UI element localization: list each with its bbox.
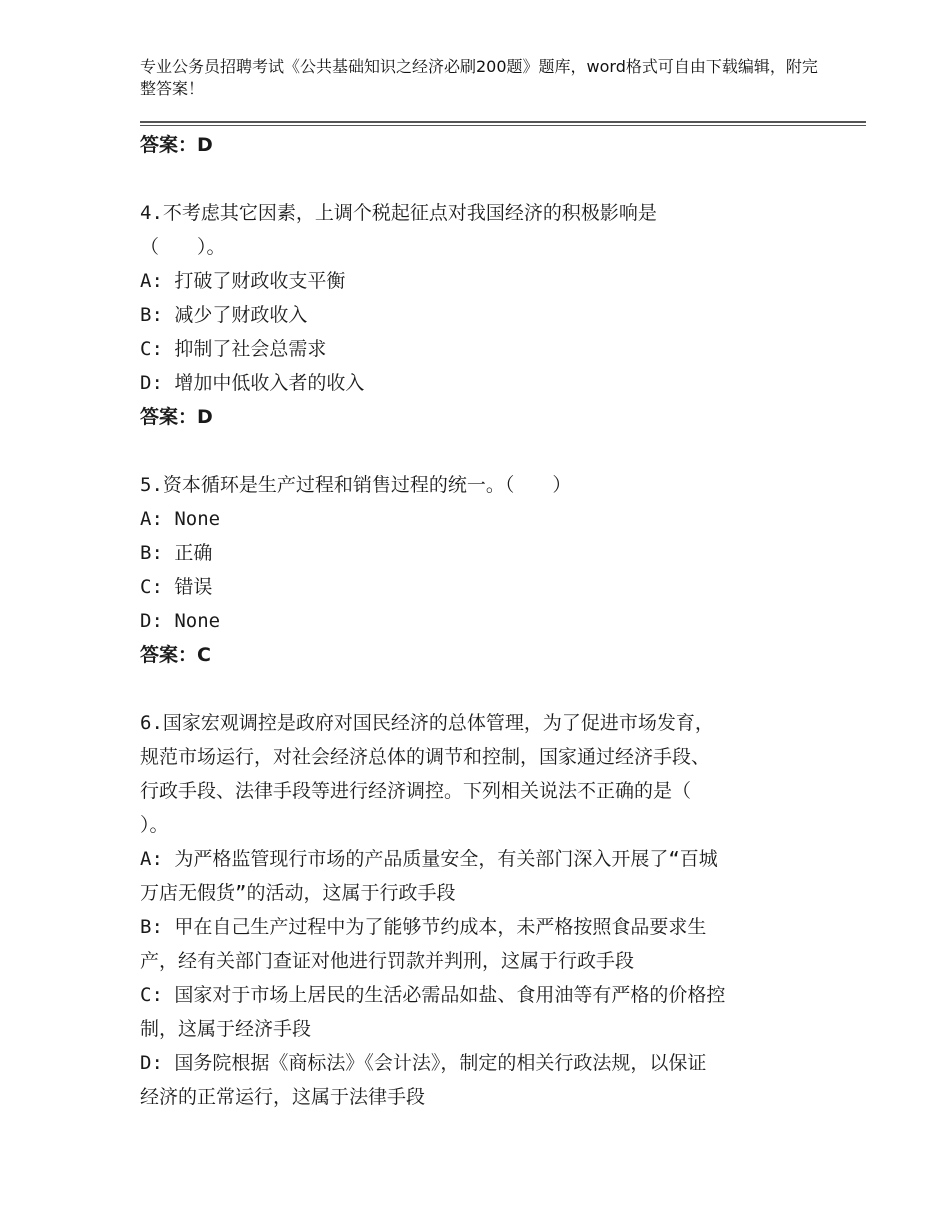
page-header: 专业公务员招聘考试《公共基础知识之经济必刷200题》题库，word格式可自由下载编辑，附完整答案！ (140, 57, 818, 98)
option-b: B: 减少了财政收入 (140, 304, 308, 326)
option-d-line-2: 经济的正常运行，这属于法律手段 (140, 1086, 426, 1108)
question-list (140, 128, 820, 1114)
option-a (140, 842, 820, 910)
option-a: A: 打破了财政收支平衡 (140, 270, 346, 292)
spacer (140, 434, 820, 468)
question-4 (140, 196, 820, 434)
option-d (140, 1046, 820, 1114)
option-c-line-1: C: 国家对于市场上居民的生活必需品如盐、食用油等有严格的价格控 (140, 984, 726, 1006)
option-a: A: None (140, 508, 221, 530)
option-c-line-2: 制，这属于经济手段 (140, 1018, 312, 1040)
option-b: B: 正确 (140, 542, 213, 564)
option-d: D: None (140, 610, 221, 632)
question-stem: 5.资本循环是生产过程和销售过程的统一。（ ） (140, 474, 572, 496)
option-b-line-2: 产，经有关部门查证对他进行罚款并判刑，这属于行政手段 (140, 950, 635, 972)
answer-5: 答案：C (140, 644, 211, 666)
question-stem: 4.不考虑其它因素，上调个税起征点对我国经济的积极影响是 (140, 202, 657, 224)
option-d: D: 增加中低收入者的收入 (140, 372, 365, 394)
question-stem: 6.国家宏观调控是政府对国民经济的总体管理，为了促进市场发育， (140, 712, 714, 734)
question-stem-continued: ）。 (140, 814, 169, 836)
header-divider (140, 121, 866, 123)
spacer (140, 162, 820, 196)
question-stem-continued: （ ）。 (140, 236, 226, 258)
question-stem-continued: 规范市场运行，对社会经济总体的调节和控制，国家通过经济手段、 (140, 746, 711, 768)
option-a-line-1: A: 为严格监管现行市场的产品质量安全，有关部门深入开展了“百城 (140, 848, 718, 870)
option-c: C: 抑制了社会总需求 (140, 338, 327, 360)
option-a-line-2: 万店无假货”的活动，这属于行政手段 (140, 882, 456, 904)
option-b-line-1: B: 甲在自己生产过程中为了能够节约成本，未严格按照食品要求生 (140, 916, 707, 938)
question-stem-continued: 行政手段、法律手段等进行经济调控。下列相关说法不正确的是（ (140, 780, 692, 802)
answer-3: 答案：D (140, 134, 213, 156)
option-d-line-1: D: 国务院根据《商标法》《会计法》，制定的相关行政法规，以保证 (140, 1052, 707, 1074)
question-5 (140, 468, 820, 672)
option-c: C: 错误 (140, 576, 213, 598)
answer-4: 答案：D (140, 406, 213, 428)
option-b (140, 910, 820, 978)
question-6 (140, 706, 820, 1114)
header-divider-secondary (140, 125, 866, 126)
spacer (140, 672, 820, 706)
option-c (140, 978, 820, 1046)
